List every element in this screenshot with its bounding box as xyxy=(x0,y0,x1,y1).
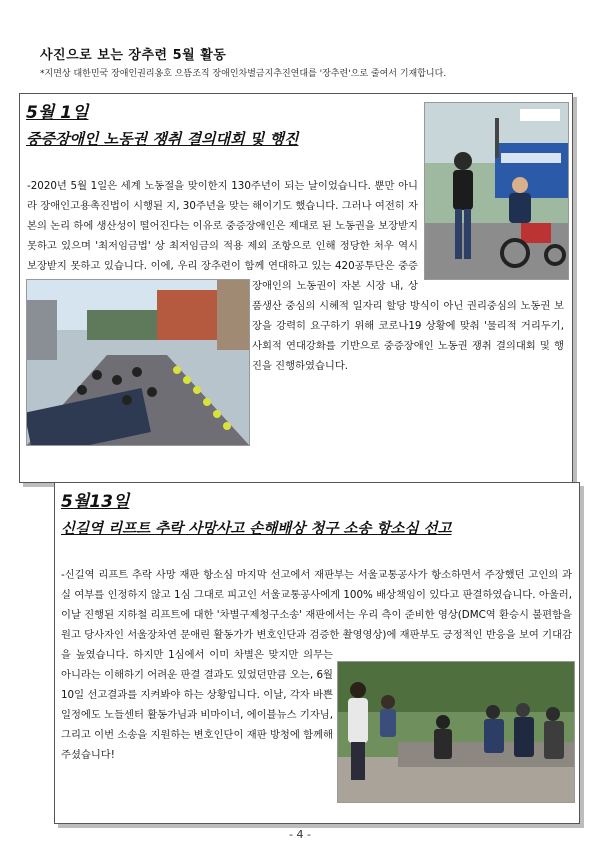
text-wrap-spacer xyxy=(418,176,564,280)
article-body: -신길역 리프트 추락 사망 재판 항소심 마지막 선고에서 재판부는 서울교통공사가 항소하면서 주장했던 고인의 과실 여부를 인정하지 않고 1심 그대로 피고인 서울교통공사에게 100% 배상책임이 있다고 판결하였습니다. 아울러, 이날 진행된 지하철 리프트에 대한 '차별구제청구소송' 재판에서는 우리 측이 준비한 영상(DMC역 환승시 불편함을 원고 당사자인 서울장차연 문애린 활동가가 변호인단과 검증한 촬영영상)에 재판부도 긍정적인 반응을 보여 기대감을 높였습니다. 하지만 1심에서 이미 차별은 맞지만 의무는 아니라는 이해하기 어려운 판결 결과도 있었던만큼 오는, 6월10일 선고결과를 지켜봐야 하는 상황입니다. 이날, 각자 바쁜 일정에도 노들센터 활동가님과 비마이너, 에이블뉴스 기자님, 그리고 이번 소송을 지원하는 변호인단이 재판 방청에 함께해 주셨습니다! xyxy=(61,565,573,811)
article-card-may-1 xyxy=(19,93,573,483)
text-wrap-spacer xyxy=(572,565,573,661)
article-card-may-13 xyxy=(54,482,580,824)
article-body: -2020년 5월 1일은 세계 노동절을 맞이한지 130주년이 되는 날이었습니다. 뿐만 아니라 장애인고용촉진법이 시행된 지, 30주년을 맞는 해이기도 했습니다. 그러나 여전히 자본의 논리 하에 생산성이 떨어진다는 이유로 중증장애인은 제대로 된 노동권을 보장받지 못하고 있으며 '최저임금법' 상 최저임금의 적용 제외 조항으로 인해 정당한 처우 역시 보장받지 못하고 있습니다. 이에, 우리 장추련이 함께 연대하고 있는 420공투단은 중증장애인의 노동권이 자본 시장 내, 상품생산 중심의 시혜적 일자리 할당 방식이 아닌 권리중심의 노동권 보장을 강력히 요구하기 위해 코로나19 상황에 맞춰 '물리적 거리두기, 사회적 연대강화를 기반으로 중증장애인 노동권 쟁취 결의대회 및 행진을 진행하였습니다. xyxy=(26,176,564,438)
text-wrap-spacer xyxy=(26,176,27,276)
page-title: 사진으로 보는 장추련 5월 활동 xyxy=(40,48,227,63)
article-date: 5월 1일 xyxy=(26,103,89,123)
page-number: - 4 - xyxy=(289,828,311,841)
court-supporters-photo xyxy=(337,661,575,803)
march-crowd-photo xyxy=(26,279,250,446)
article-headline: 중증장애인 노동권 쟁취 결의대회 및 행진 xyxy=(26,130,299,148)
article-date: 5월13일 xyxy=(61,492,130,512)
page-note: *지면상 대한민국 장애인권리옹호 으뜸조직 장애인차별금지추진연대를 '장추련'으로 줄여서 기재합니다. xyxy=(40,69,447,79)
article-headline: 신길역 리프트 추락 사망사고 손해배상 청구 소송 항소심 선고 xyxy=(61,521,452,537)
